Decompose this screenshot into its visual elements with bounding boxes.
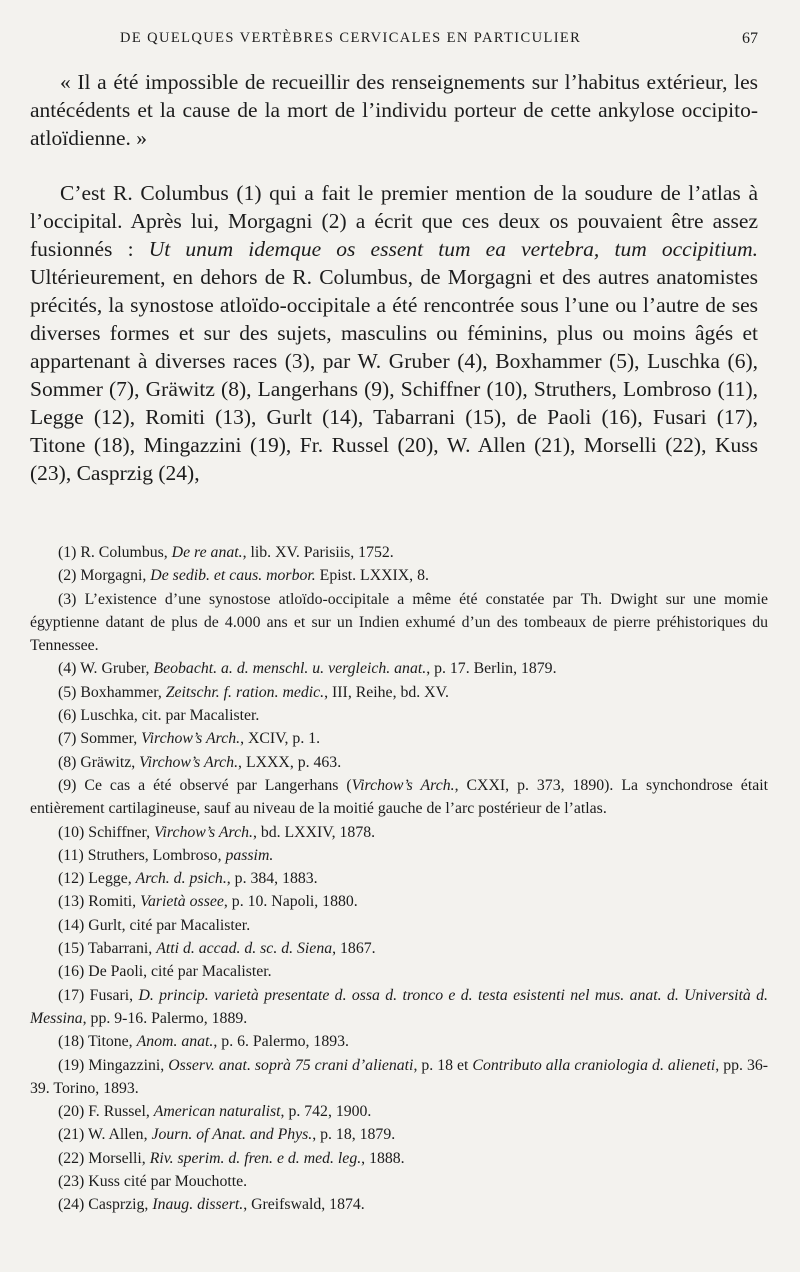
footnote-italic: Osserv. anat. soprà 75 crani d’alienati [168, 1056, 414, 1074]
footnote-text: Mingazzini, [88, 1056, 169, 1074]
footnote [30, 1030, 768, 1053]
footnote-text: , lib. XV. Parisiis, 1752. [242, 544, 394, 561]
footnote-italic: Beobacht. a. d. menschl. u. vergleich. anat. [153, 660, 427, 678]
footnote-italic: Virchow’s Arch. [351, 776, 455, 794]
footnote-number: (10) [58, 823, 85, 841]
footnote-text: , CXXI, p. 373, 1890). La synchondrose était entièrement cartilagineuse, sauf au niveau de la moitié gauche de l’arc postérieur de l’atlas. [30, 776, 768, 818]
footnote-text: F. Russel, [88, 1103, 154, 1121]
footnote [30, 657, 768, 680]
footnote-text: Struthers, Lombroso, [87, 846, 226, 864]
footnote [30, 1193, 768, 1216]
footnote-number: (12) [58, 870, 85, 888]
footnote-text: De Paoli, cité par Macalister. [88, 963, 272, 981]
footnote [30, 564, 768, 587]
footnote [30, 844, 768, 867]
footnote-text: , Greifswald, 1874. [243, 1196, 365, 1214]
footnote-number: (13) [58, 893, 85, 911]
footnote-text: , III, Reihe, bd. XV. [324, 683, 449, 701]
footnote-number: (8) [58, 753, 77, 771]
footnote-text: Boxhammer, [80, 683, 166, 701]
footnote-text: Gräwitz, [80, 753, 140, 771]
footnote-text: Sommer, [80, 730, 142, 748]
running-title: DE QUELQUES VERTÈBRES CERVICALES EN PARTICULIER [120, 30, 582, 46]
footnote-number: (17) [58, 986, 85, 1004]
footnote-italic: Riv. sperim. d. fren. e d. med. leg. [149, 1149, 362, 1167]
footnote-text: , 1867. [332, 940, 376, 958]
footnote [30, 984, 768, 1031]
footnote [30, 751, 768, 774]
footnote-text: Morgagni, [80, 567, 151, 585]
footnote-italic: Journ. of Anat. and Phys. [151, 1126, 313, 1144]
footnote-text: L’existence d’une synostose atloïdo-occipitale a même été constatée par Th. Dwight sur une momie égyptienne datant de plus de 4.000 ans et sur un Indien exhumé d’un des tombeaux de pierre préhistoriques du Tennessee. [30, 590, 768, 655]
footnote-text: Casprzig, [88, 1196, 153, 1214]
footnote-italic: Inaug. dissert. [152, 1196, 244, 1214]
footnote-text: Tabarrani, [88, 940, 157, 958]
footnote-italic: Atti d. accad. d. sc. d. Siena [156, 940, 333, 958]
footnote [30, 821, 768, 844]
footnote [30, 588, 768, 658]
footnote-number: (18) [58, 1033, 85, 1051]
footnote-text: Luschka, cit. par Macalister. [80, 707, 260, 725]
footnote-text: , p. 17. Berlin, 1879. [426, 660, 557, 678]
footnote [30, 890, 768, 913]
footnote-italic: Varietà ossee [140, 893, 224, 911]
footnote-number: (15) [58, 940, 85, 958]
quote-paragraph: « Il a été impossible de recueillir des renseignements sur l’habitus extérieur, les antécédents et la cause de la mort de l’individu porteur de cette ankylose occipito-atloïdienne. » [30, 70, 758, 150]
footnote [30, 960, 768, 983]
footnote-number: (11) [58, 846, 84, 864]
footnote-italic: D. princip. varietà presentate d. ossa d. tronco e d. testa esistenti nel mus. anat. d. Università d. Messina [30, 986, 768, 1027]
footnote-number: (7) [58, 730, 77, 748]
footnote-italic: Virchow’s Arch. [139, 753, 239, 771]
footnote [30, 727, 768, 750]
footnote-italic: passim. [225, 846, 274, 864]
footnote-number: (16) [58, 963, 85, 981]
footnote-number: (5) [58, 683, 77, 701]
footnote-text: Schiffner, [88, 823, 155, 841]
footnote-text: , bd. LXXIV, 1878. [252, 823, 376, 841]
footnote-italic: American naturalist [153, 1103, 281, 1121]
footnote-number: (23) [58, 1173, 85, 1191]
footnote-text: , p. 384, 1883. [226, 870, 318, 888]
footnote [30, 1100, 768, 1123]
footnote-text: W. Allen, [88, 1126, 152, 1144]
main-paragraph-text-start: C’est R. Columbus (1) qui a fait le premier mention de la soudure de l’atlas à l’occipital. Après lui, Morgagni (2) a écrit que ces deux os pouvaient être assez fusionnés : [30, 181, 758, 261]
footnote-text: , p. 18, 1879. [312, 1126, 396, 1144]
footnote-text: , p. 742, 1900. [280, 1103, 372, 1121]
main-paragraph-text-end: Ultérieurement, en dehors de R. Columbus, de Morgagni et des autres anatomistes précités, la synostose atloïdo-occipitale a été rencontrée sous l’une ou l’autre de ses diverses formes et sur des sujets, masculins ou féminins, plus ou moins âgés et appartenant à diverses races (3), par W. Gruber (4), Boxhammer (5), Luschka (6), Sommer (7), Gräwitz (8), Langerhans (9), Schiffner (10), Struthers, Lombroso (11), Legge (12), Romiti (13), Gurlt (14), Tabarrani (15), de Paoli (16), Fusari (17), Titone (18), Mingazzini (19), Fr. Russel (20), W. Allen (21), Morselli (22), Kuss (23), Casprzig (24), [30, 265, 758, 485]
footnote-text: Legge, [88, 870, 136, 888]
footnote-italic: De sedib. et caus. morbor. [150, 567, 316, 585]
page-number: 67 [742, 30, 758, 47]
footnote-italic: Zeitschr. f. ration. medic. [165, 683, 325, 701]
footnote [30, 704, 768, 727]
footnote-italic: Anom. anat. [136, 1033, 214, 1051]
footnote-text: , XCIV, p. 1. [240, 730, 321, 748]
running-header [30, 30, 758, 54]
footnote-text: , 1888. [361, 1149, 405, 1167]
footnote-text: , p. 6. Palermo, 1893. [213, 1033, 349, 1051]
footnote [30, 867, 768, 890]
footnote [30, 681, 768, 704]
footnote [30, 937, 768, 960]
footnote [30, 774, 768, 821]
body-text [30, 68, 758, 487]
footnote [30, 1147, 768, 1170]
footnote-number: (3) [58, 590, 77, 608]
footnote-text: Kuss cité par Mouchotte. [88, 1173, 248, 1191]
footnote-number: (21) [58, 1126, 85, 1144]
footnote-text: , LXXX, p. 463. [238, 753, 342, 771]
footnote-text: , p. 10. Napoli, 1880. [223, 893, 358, 911]
footnote [30, 914, 768, 937]
footnote-text: Ce cas a été observé par Langerhans ( [84, 776, 352, 794]
footnote [30, 541, 768, 564]
latin-quote: Ut unum idemque os essent tum ea vertebra, tum occipitium. [148, 237, 759, 261]
footnote-italic: Virchow’s Arch. [141, 730, 241, 748]
footnote-text: R. Columbus, [80, 544, 172, 561]
footnote-italic: Contributo alla craniologia d. alieneti [472, 1056, 716, 1074]
footnote-number: (24) [58, 1196, 85, 1214]
footnote-number: (2) [58, 567, 77, 585]
footnote-text: Romiti, [88, 893, 141, 911]
footnote-text: , pp. 36-39. Torino, 1893. [30, 1056, 769, 1097]
footnote [30, 1054, 768, 1101]
footnote-text: , pp. 9-16. Palermo, 1889. [82, 1009, 248, 1027]
footnote-number: (9) [58, 776, 77, 794]
footnote-italic: Virchow’s Arch. [154, 823, 253, 841]
footnote-number: (4) [58, 660, 77, 678]
footnote-text: Fusari, [89, 986, 139, 1004]
footnote-text: Titone, [88, 1033, 137, 1051]
footnote [30, 1170, 768, 1193]
footnote-italic: Arch. d. psich. [135, 870, 227, 888]
footnote-number: (1) [58, 544, 77, 561]
footnote-text: Morselli, [88, 1149, 150, 1167]
footnote-number: (20) [58, 1103, 85, 1121]
footnote-italic: De re anat. [171, 544, 243, 561]
footnote-text: W. Gruber, [80, 660, 154, 678]
footnote-number: (14) [58, 916, 85, 934]
main-paragraph [30, 179, 758, 487]
footnote-text: Epist. LXXIX, 8. [315, 567, 429, 585]
footnote-number: (6) [58, 707, 77, 725]
footnote-text: , p. 18 et [413, 1056, 473, 1074]
footnote-number: (22) [58, 1149, 85, 1167]
footnote [30, 1123, 768, 1146]
footnote-text: Gurlt, cité par Macalister. [88, 916, 251, 934]
footnote-number: (19) [58, 1056, 85, 1074]
footnotes [30, 541, 768, 1217]
